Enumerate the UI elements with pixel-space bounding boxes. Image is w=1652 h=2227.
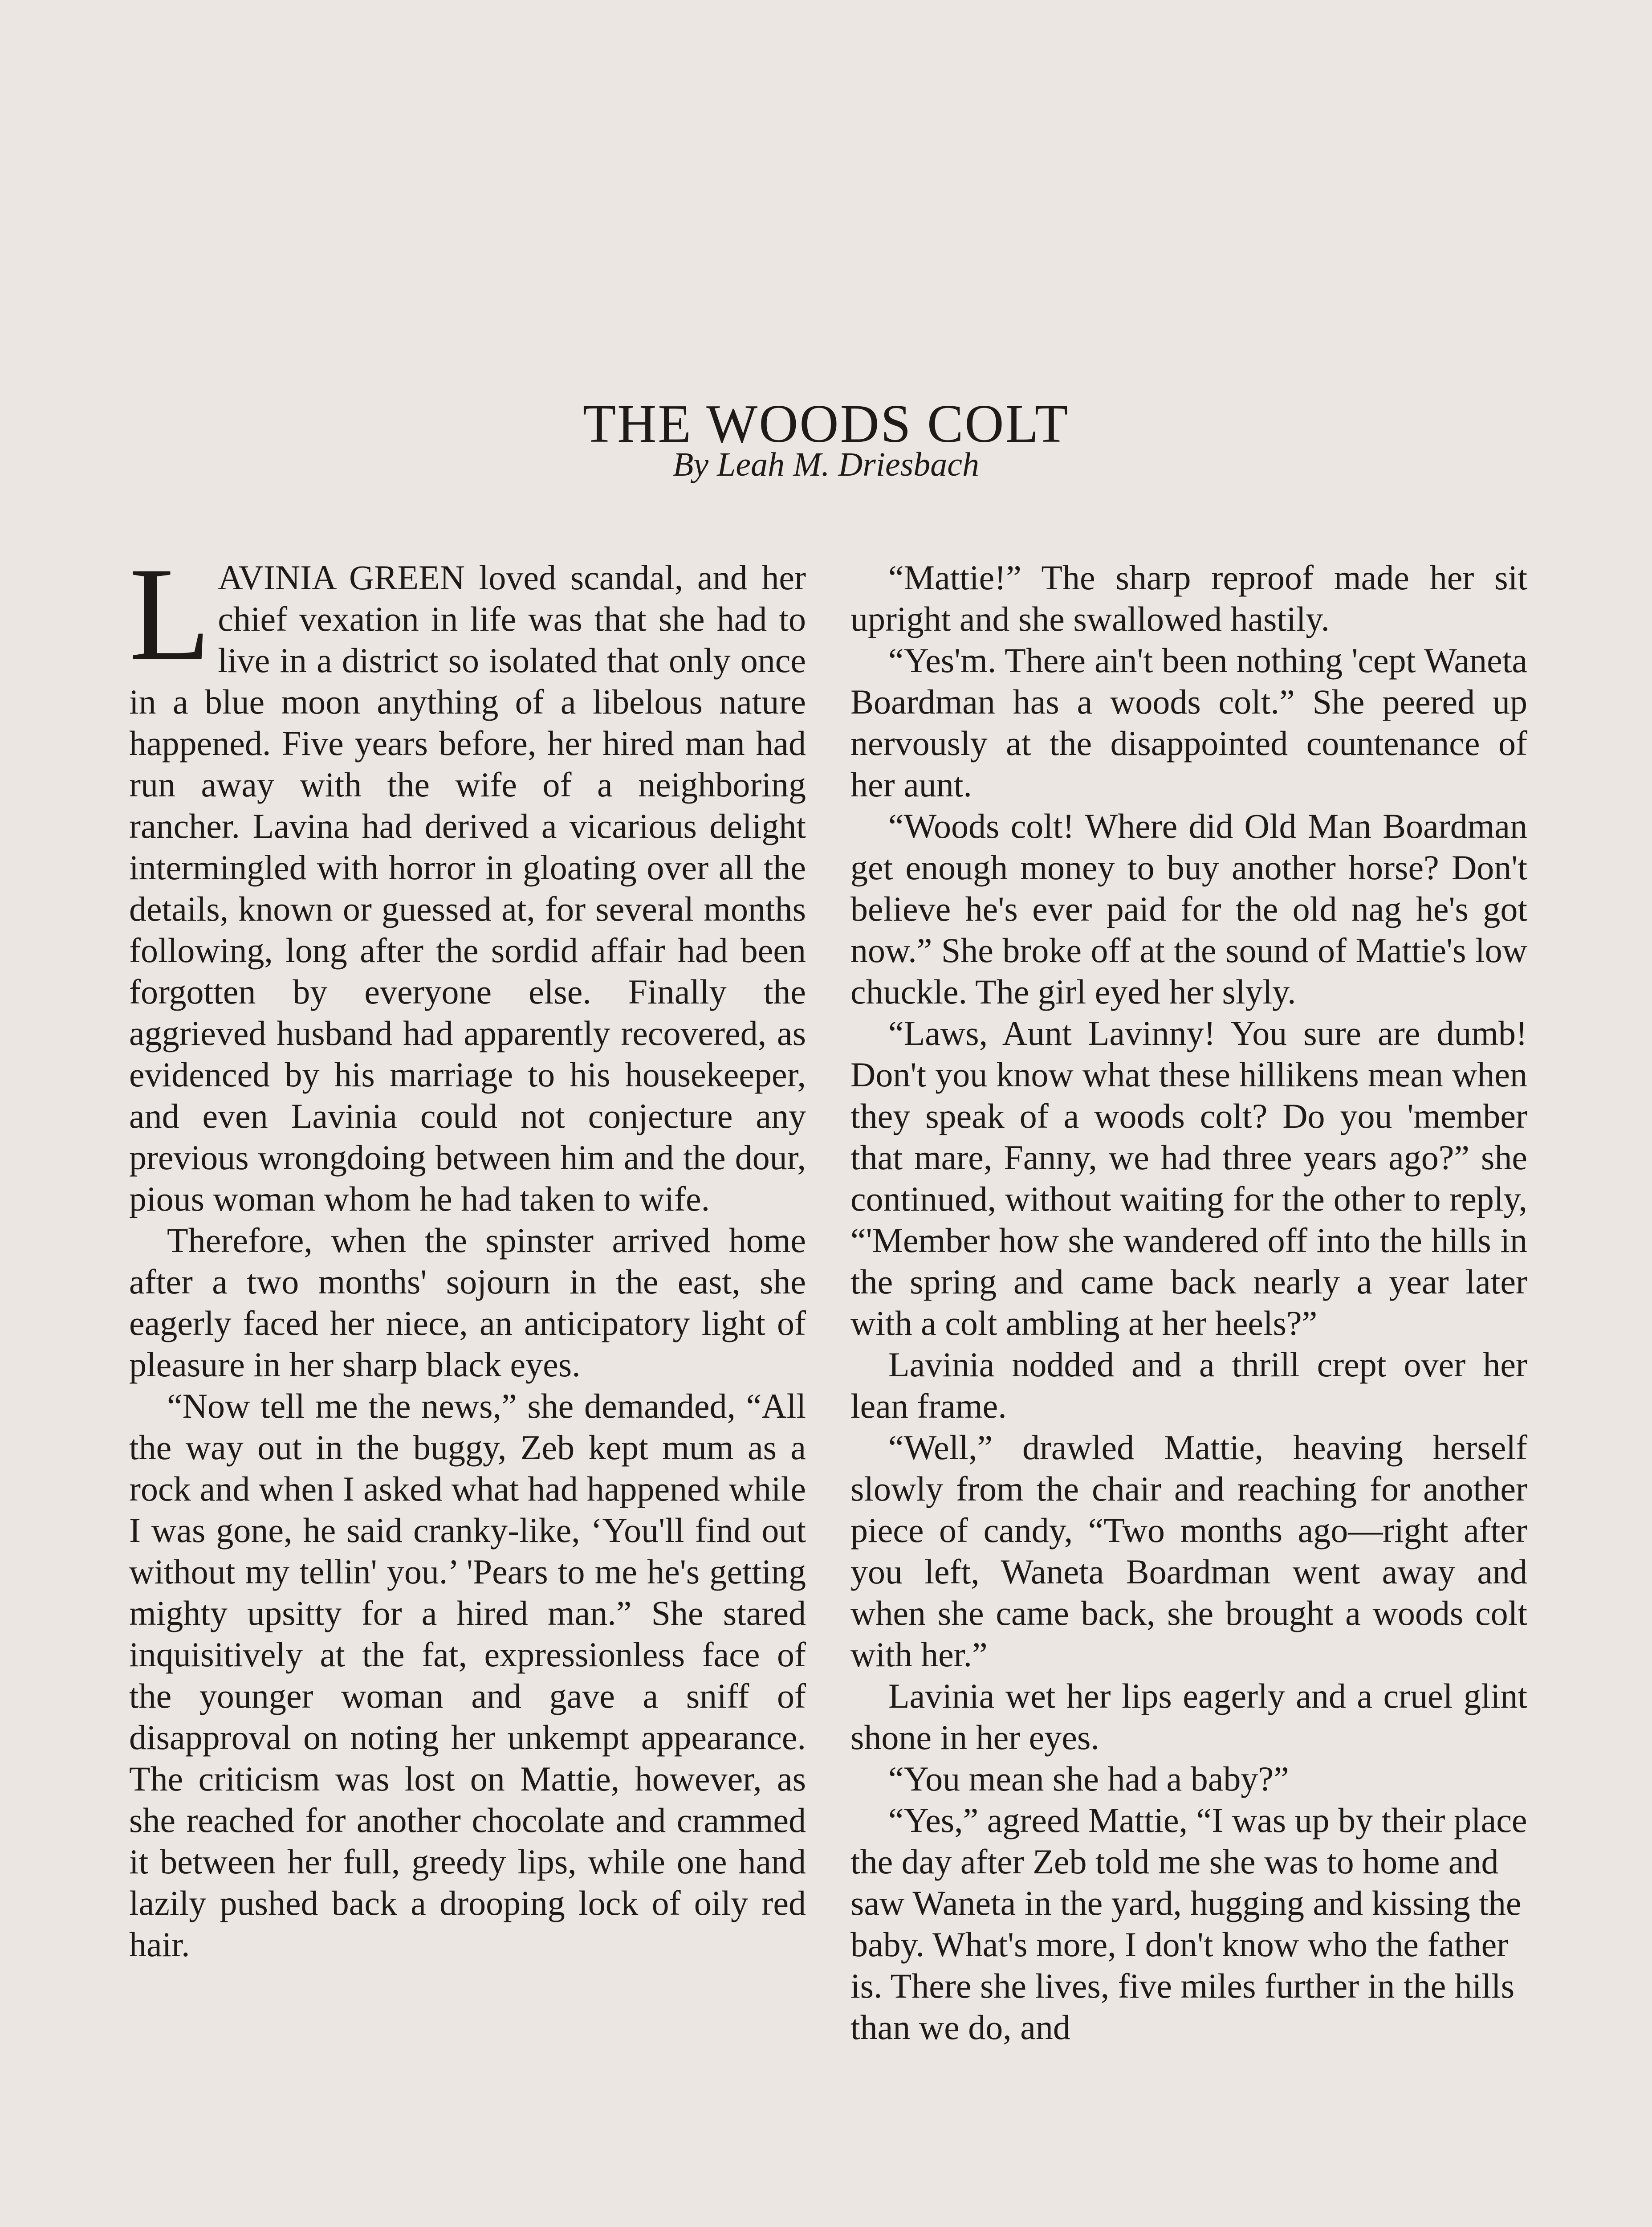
- drop-cap: L: [129, 540, 211, 688]
- paragraph: “You mean she had a baby?”: [888, 1759, 1289, 1798]
- right-column: [850, 557, 1527, 2048]
- paragraph: Lavinia wet her lips eagerly and a cruel glint shone in her eyes.: [850, 1676, 1527, 1757]
- paragraph: LAVINIA GREEN loved scandal, and her chief vexation in life was that she had to live in a district so isolated that only once in a blue moon anything of a libelous nature happened. Five years before, her hired man had run away with the wife of a neighboring rancher. Lavina had derived a vicarious delight intermingled with horror in gloating over all the details, known or guessed at, for several months following, long after the sordid affair had been forgotten by everyone else. Finally the aggrieved husband had apparently recovered, as evidenced by his marriage to his housekeeper, and even Lavinia could not conjecture any previous wrongdoing between him and the dour, pious woman whom he had taken to wife.: [129, 540, 806, 1218]
- paragraph: “Mattie!” The sharp reproof made her sit upright and she swallowed hastily.: [850, 558, 1527, 638]
- paragraph: “Yes'm. There ain't been nothing 'cept Waneta Boardman has a woods colt.” She peered up nervously at the disappointed countenance of her aunt.: [850, 641, 1527, 804]
- story-title: THE WOODS COLT: [582, 393, 1070, 454]
- paragraph: “Now tell me the news,” she demanded, “All the way out in the buggy, Zeb kept mum as a rock and when I asked what had happened while I was gone, he said cranky-like, ‘You'll find out without my tellin' you.’ 'Pears to me he's getting mighty upsitty for a hired man.” She stared inquisitively at the fat, expressionless face of the younger woman and gave a sniff of disapproval on noting her unkempt appearance. The criticism was lost on Mattie, however, as she reached for another chocolate and crammed it between her full, greedy lips, while one hand lazily pushed back a drooping lock of oily red hair.: [129, 1387, 806, 1964]
- paragraph: Therefore, when the spinster arrived home after a two months' sojourn in the east, she eagerly faced her niece, an anticipatory light of pleasure in her sharp black eyes.: [129, 1221, 806, 1384]
- paragraph: “Yes,” agreed Mattie, “I was up by their place the day after Zeb told me she was to home and saw Waneta in the yard, hugging and kissing the baby. What's more, I don't know who the father is. There she lives, five miles further in the hills than we do, and: [850, 1801, 1527, 2047]
- paragraph: “Laws, Aunt Lavinny! You sure are dumb! Don't you know what these hillikens mean when they speak of a woods colt? Do you 'member that mare, Fanny, we had three years ago?” she continued, without waiting for the other to reply, “'Member how she wandered off into the hills in the spring and came back nearly a year later with a colt ambling at her heels?”: [850, 1014, 1527, 1342]
- left-column: [129, 540, 806, 1965]
- byline: By Leah M. Driesbach: [672, 446, 980, 483]
- paragraph: “Well,” drawled Mattie, heaving herself slowly from the chair and reaching for another piece of candy, “Two months ago—right after you left, Waneta Boardman went away and when she came back, she brought a woods colt with her.”: [850, 1428, 1527, 1674]
- paragraph: Lavinia nodded and a thrill crept over her lean frame.: [850, 1345, 1527, 1425]
- paragraph: “Woods colt! Where did Old Man Boardman get enough money to buy another horse? Don't believe he's ever paid for the old nag he's got now.” She broke off at the sound of Mattie's low chuckle. The girl eyed her slyly.: [850, 807, 1527, 1011]
